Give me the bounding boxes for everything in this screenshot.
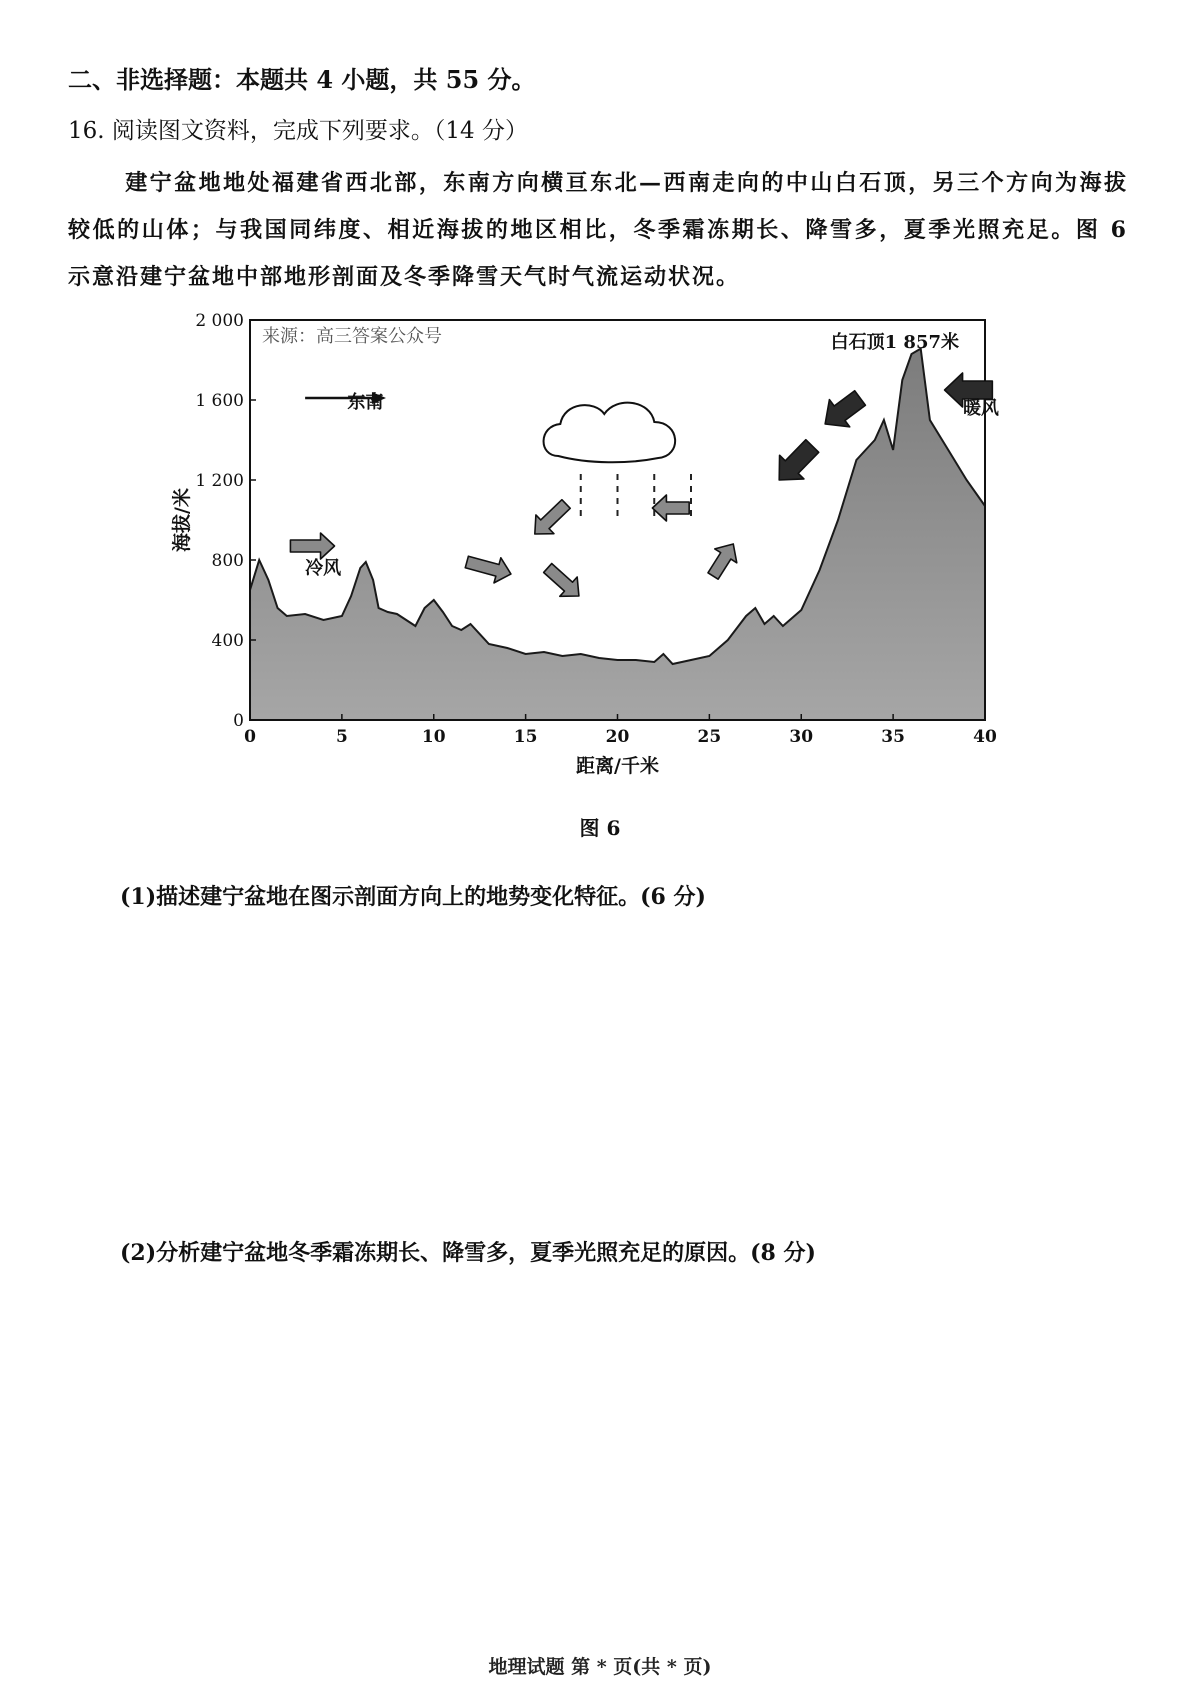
y-tick-label: 800 — [211, 551, 244, 571]
figure-caption: 图 6 — [579, 816, 621, 840]
y-tick-label: 400 — [211, 631, 244, 651]
cold-wind-arrow — [526, 495, 575, 544]
plot-area — [170, 311, 1000, 777]
x-tick-label: 20 — [605, 727, 630, 747]
arrow-body — [767, 434, 824, 492]
x-axis-label: 距离/千米 — [576, 755, 659, 777]
terrain-profile-chart — [170, 300, 1010, 800]
question-prompt: 阅读图文资料，完成下列要求。（14 分） — [111, 118, 528, 144]
question-16-header — [68, 112, 528, 145]
cold-wind-arrow — [539, 558, 588, 605]
x-tick-label: 35 — [881, 727, 905, 747]
arrow-body — [702, 537, 744, 583]
section-heading: 二、非选择题：本题共 4 小题，共 55 分。 — [68, 65, 536, 94]
arrow-body — [539, 558, 588, 605]
y-tick-label: 0 — [233, 711, 244, 731]
arrow-body — [463, 549, 514, 586]
source-note: 来源：高三答案公众号 — [262, 326, 442, 347]
annotation-label: 东南 — [347, 392, 384, 413]
cloud-icon — [544, 403, 676, 463]
page-footer: 地理试题 第 * 页(共 * 页) — [488, 1656, 712, 1678]
cold-wind-arrow — [463, 549, 514, 586]
y-tick-label: 1 200 — [195, 471, 244, 491]
arrow-body — [652, 495, 689, 521]
x-tick-label: 0 — [244, 727, 256, 747]
x-tick-label: 10 — [421, 727, 446, 747]
cold-wind-arrow — [652, 495, 689, 521]
x-tick-label: 30 — [789, 727, 814, 747]
x-tick-label: 5 — [335, 727, 348, 747]
x-tick-label: 40 — [973, 727, 997, 747]
x-tick-label: 15 — [513, 727, 538, 747]
paragraph-text: 建宁盆地地处福建省西北部，东南方向横亘东北—西南走向的中山白石顶，另三个方向为海拔较低的山体；与我国同纬度、相近海拔的地区相比，冬季霜冻期长、降雪多，夏季光照充足。图 6 示意沿建宁盆地中部地形剖面及冬季降雪天气时气流运动状况。 — [68, 170, 1128, 290]
arrow-body — [290, 533, 334, 559]
arrow-body — [815, 384, 870, 437]
cold-wind-arrow — [290, 533, 334, 559]
cold-wind-arrow — [702, 537, 744, 583]
y-tick-label: 1 600 — [195, 391, 244, 411]
question-number: 16. — [68, 118, 105, 144]
warm-wind-arrow — [815, 384, 870, 437]
annotation-label: 白石顶1 857米 — [830, 332, 960, 353]
question-paragraph — [68, 160, 1128, 301]
sub-question-1: (1)描述建宁盆地在图示剖面方向上的地势变化特征。(6 分) — [120, 884, 706, 910]
y-axis-label: 海拔/米 — [171, 488, 193, 552]
sub-question-2: (2)分析建宁盆地冬季霜冻期长、降雪多，夏季光照充足的原因。(8 分) — [120, 1240, 816, 1266]
annotation-label: 冷风 — [305, 558, 342, 579]
y-tick-label: 2 000 — [195, 311, 244, 331]
x-tick-label: 25 — [697, 727, 722, 747]
warm-wind-arrow — [767, 434, 824, 492]
arrow-body — [526, 495, 575, 544]
annotation-label: 暖风 — [962, 398, 999, 419]
